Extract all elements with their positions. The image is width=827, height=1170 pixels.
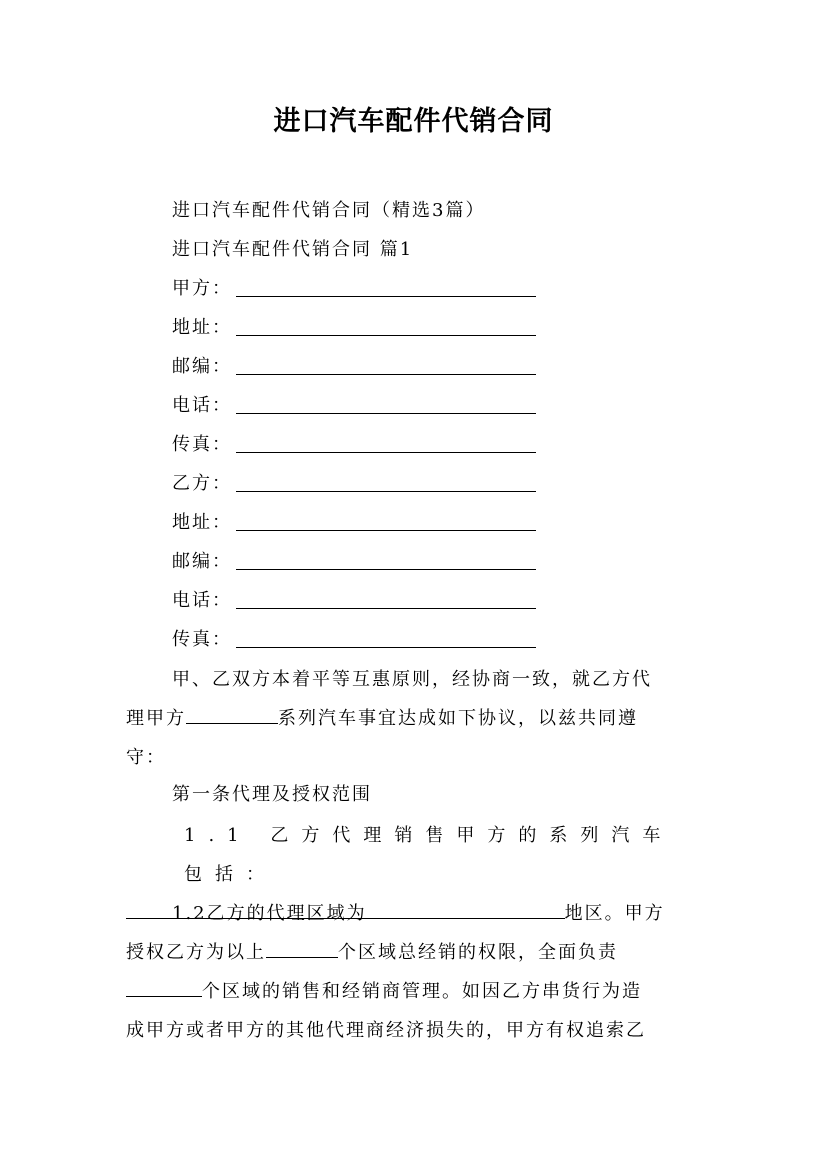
party-field-blank <box>236 647 536 648</box>
clause-1-2 <box>126 894 702 1050</box>
intro-paragraph <box>126 660 702 777</box>
party-field-blank <box>236 296 536 297</box>
clause-1-1-text: 1.1 乙方代理销售甲方的系列汽车包括： <box>184 825 674 885</box>
intro-line-3: 守： <box>126 747 166 768</box>
clause-1-2-line-2: 授权乙方为以上 个区域总经销的权限，全面负责 <box>126 933 702 972</box>
party-field-row <box>172 510 232 536</box>
party-field-row <box>172 627 232 653</box>
party-field-label: 传真： <box>172 629 232 650</box>
party-field-row <box>172 549 232 575</box>
blank-line <box>367 898 565 919</box>
party-field-blank <box>236 374 536 375</box>
party-field-blank <box>236 608 536 609</box>
party-field-blank <box>236 452 536 453</box>
party-field-label: 电话： <box>172 395 232 416</box>
clause-1-2-line-1: 1.2乙方的代理区域为 地区。甲方 <box>126 894 702 933</box>
clause-1-2-line-3: 个区域的销售和经销商管理。如因乙方串货行为造 <box>126 972 702 1011</box>
document-subtitle: 进口汽车配件代销合同（精选3篇） <box>172 200 486 221</box>
clause-1-2-line-4: 成甲方或者甲方的其他代理商经济损失的，甲方有权追索乙 <box>126 1020 646 1041</box>
blank-line <box>266 937 338 958</box>
party-field-label: 邮编： <box>172 356 232 377</box>
party-field-label: 地址： <box>172 317 232 338</box>
blank-line <box>126 976 202 997</box>
party-field-row <box>172 276 232 302</box>
party-field-row <box>172 315 232 341</box>
intro-line-2: 理甲方 系列汽车事宜达成如下协议，以兹共同遵 <box>126 699 702 738</box>
party-field-blank <box>236 335 536 336</box>
party-field-row <box>172 588 232 614</box>
party-field-label: 邮编： <box>172 551 232 572</box>
party-field-row <box>172 354 232 380</box>
party-field-row <box>172 471 232 497</box>
party-field-label: 乙方： <box>172 473 232 494</box>
party-field-blank <box>236 491 536 492</box>
party-field-row <box>172 432 232 458</box>
article-1-heading: 第一条代理及授权范围 <box>172 784 372 805</box>
part-heading: 进口汽车配件代销合同 篇1 <box>172 239 414 260</box>
party-field-label: 传真： <box>172 434 232 455</box>
blank-line <box>186 703 278 724</box>
party-field-blank <box>236 569 536 570</box>
party-field-label: 甲方： <box>172 278 232 299</box>
party-field-blank <box>236 413 536 414</box>
party-field-row <box>172 393 232 419</box>
party-field-blank <box>236 530 536 531</box>
party-field-label: 地址： <box>172 512 232 533</box>
document-title: 进口汽车配件代销合同 <box>273 106 554 137</box>
intro-line-1: 甲、乙双方本着平等互惠原则，经协商一致，就乙方代 <box>172 669 652 690</box>
party-field-label: 电话： <box>172 590 232 611</box>
